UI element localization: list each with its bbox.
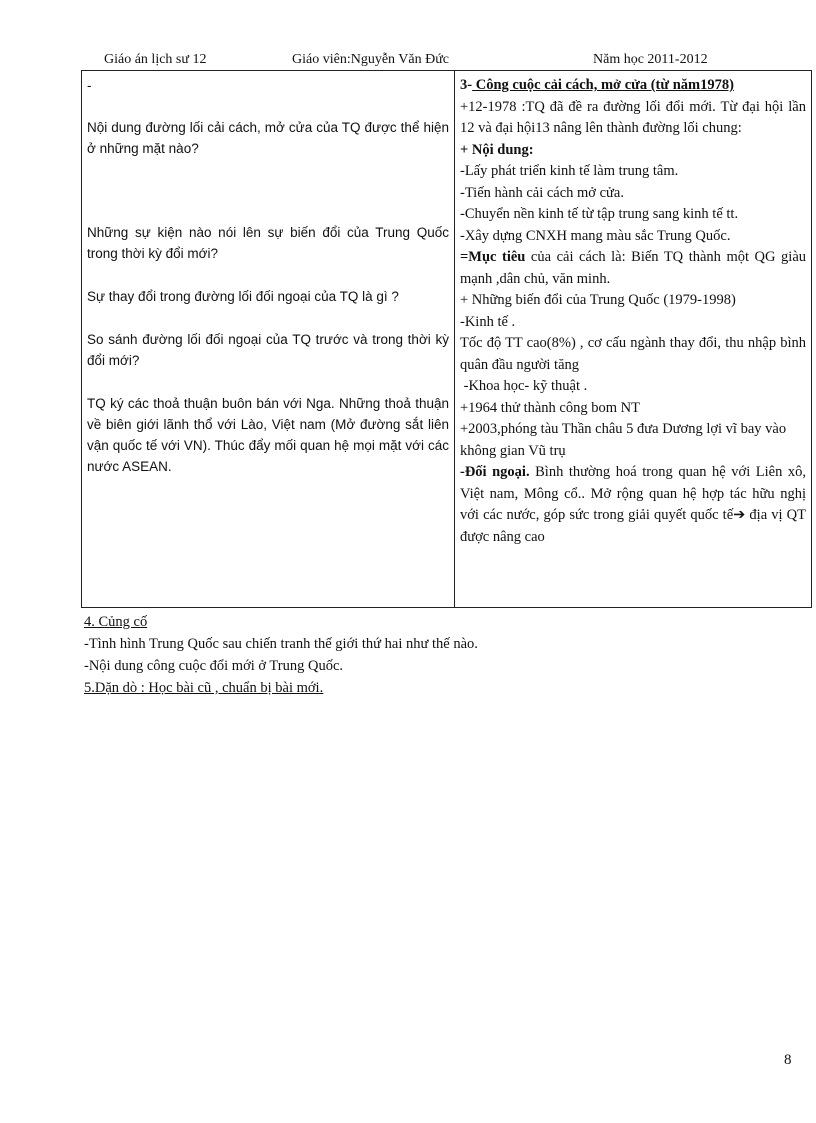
- lesson-table: [81, 70, 812, 608]
- content-item-1: -Lấy phát triển kinh tế làm trung tâm.: [460, 163, 679, 179]
- lesson-footer: [84, 611, 478, 699]
- consolidate-heading: 4. Củng cố: [84, 614, 148, 630]
- content-item-4: -Xây dựng CNXH mang màu sắc Trung Quốc.: [460, 227, 731, 244]
- header-teacher: Giáo viên:Nguyễn Văn Đức: [292, 52, 450, 67]
- content-column: [455, 71, 812, 608]
- question-5: TQ ký các thoả thuận buôn bán với Nga. Những thoả thuận về biên giới lãnh thổ với Lào, Việt nam (Mở đường sắt liên vận quốc tế với VN). Thúc đẩy mối quan hệ mọi mặt với các nước ASEAN.: [87, 396, 449, 474]
- goal-label: =Mục tiêu: [460, 249, 526, 265]
- intro-text: +12-1978 :TQ đã đề ra đường lối đổi mới. Từ đại hội lần 12 và đại hội13 nâng lên thành đường lối chung:: [460, 98, 806, 136]
- goal-text: [460, 247, 806, 290]
- consolidate-item-1: -Tình hình Trung Quốc sau chiến tranh thế giới thứ hai như thế nào.: [84, 636, 478, 652]
- science-heading: -Khoa học- kỹ thuật .: [460, 378, 588, 394]
- section-number: 3-: [460, 77, 473, 93]
- page-header: [0, 52, 816, 70]
- content-item-2: -Tiến hành cải cách mở cửa.: [460, 184, 624, 201]
- homework-line: 5.Dặn dò : Học bài cũ , chuẩn bị bài mới.: [84, 680, 324, 696]
- foreign-body: Bình thường hoá trong quan hệ với Liên xô, Việt nam, Mông cổ.. Mở rộng quan hệ hợp tác hữu nghị với các nước, góp sức trong giải quyết quốc tế: [460, 464, 807, 523]
- arrow-icon: ➔: [733, 507, 746, 523]
- question-4: So sánh đường lối đối ngoại của TQ trước và trong thời kỳ đổi mới?: [87, 332, 449, 368]
- foreign-end: địa vị QT được nâng cao: [460, 507, 806, 545]
- economy-heading: -Kinh tế .: [460, 313, 516, 330]
- dash-mark: -: [87, 78, 92, 93]
- foreign-label: -Đối ngoại.: [460, 464, 530, 480]
- science-item-2: +2003,phóng tàu Thần châu 5 đưa Dương lợi vĩ bay vào không gian Vũ trụ: [460, 421, 787, 459]
- header-subject: Giáo án lịch sư 12: [104, 52, 207, 67]
- content-heading: + Nội dung:: [460, 141, 534, 158]
- question-1: Nội dung đường lối cải cách, mở cửa của TQ được thể hiện ở những mặt nào?: [87, 120, 449, 156]
- changes-heading: + Những biến đổi của Trung Quốc (1979-1998): [460, 292, 736, 308]
- foreign-policy-text: [460, 462, 806, 548]
- goal-body: của cải cách là: Biến TQ thành một QG giàu mạnh ,dân chủ, văn minh.: [460, 249, 807, 287]
- consolidate-item-2: -Nội dung công cuộc đổi mới ở Trung Quốc.: [84, 658, 344, 674]
- header-year: Năm học 2011-2012: [593, 52, 708, 67]
- questions-column: [82, 71, 455, 608]
- section-title-text: Công cuộc cải cách, mở cửa (từ năm1978): [472, 77, 734, 93]
- question-3: Sự thay đổi trong đường lối đối ngoại của TQ là gì ?: [87, 289, 399, 304]
- economy-text: Tốc độ TT cao(8%) , cơ cấu ngành thay đổi, thu nhập bình quân đầu người tăng: [460, 335, 806, 373]
- page-number: 8: [784, 1052, 792, 1068]
- science-item-1: +1964 thử thành công bom NT: [460, 399, 640, 416]
- section-title: [460, 75, 806, 97]
- question-2: Những sự kiện nào nói lên sự biến đổi của Trung Quốc trong thời kỳ đổi mới?: [87, 225, 449, 261]
- content-item-3: -Chuyển nền kinh tế từ tập trung sang kinh tế tt.: [460, 206, 739, 222]
